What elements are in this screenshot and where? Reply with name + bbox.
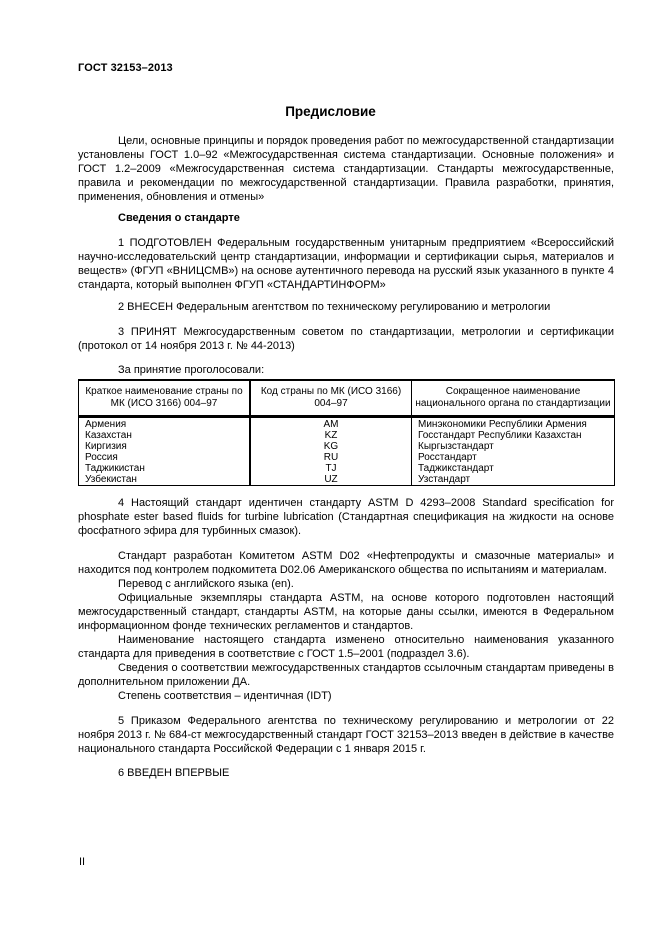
item-4-identical: 4 Настоящий стандарт идентичен стандарту ASTM D 4293–2008 Standard specification for phosphate ester based fluids for turbine lubrication (Стандартная спецификация на жидкости на основе фосфатного эфира для турбинных смазок).	[78, 497, 614, 537]
item-4-name-change: Наименование настоящего стандарта изменено относительно наименования указанного стандарта для приведения в соответствие с ГОСТ 1.5–2001 (подраздел 3.6).	[78, 634, 614, 660]
intro-paragraph: Цели, основные принципы и порядок проведения работ по межгосударственной стандартизации установлены ГОСТ 1.0–92 «Межгосударственная система стандартизации. Основные положения» и ГОСТ 1.2–2009 «Межгосударственная система стандартизации. Стандарты межгосударственные, правила и рекомендации по межгосударственной стандартизации. Правила разработки, принятия, применения, обновления и отмены»	[78, 135, 614, 203]
section-heading: Сведения о стандарте	[118, 212, 240, 224]
votes-caption: За принятие проголосовали:	[118, 364, 265, 376]
country-code: AM	[250, 417, 412, 431]
item-1-prepared: 1 ПОДГОТОВЛЕН Федеральным государственным унитарным предприятием «Всероссийский научно-исследовательский центр стандартизации, информации и сертификации сырья, материалов и веществ» (ФГУП «ВНИЦСМВ») на основе аутентичного перевода на русский язык указанного в пункте 4 стандарта, который выполнен ФГУП «СТАНДАРТИНФОРМ»	[78, 237, 614, 291]
standards-body: Таджикстандарт	[412, 463, 615, 474]
country-code: KG	[250, 441, 412, 452]
country-name: Таджикистан	[79, 463, 251, 474]
table-row	[79, 463, 615, 474]
item-4-official-copies: Официальные экземпляры стандарта ASTM, на основе которого подготовлен настоящий межгосударственный стандарт, стандарты ASTM, на которые даны ссылки, имеются в Федеральном информационном фонде технических регламентов и стандартов.	[78, 592, 614, 632]
table-row	[79, 430, 615, 441]
standards-body: Узстандарт	[412, 474, 615, 486]
item-4-committee: Стандарт разработан Комитетом ASTM D02 «Нефтепродукты и смазочные материалы» и находится под контролем подкомитета D02.06 Американского общества по испытаниям и материалам.	[78, 550, 614, 576]
country-code: KZ	[250, 430, 412, 441]
standards-body: Минэкономики Республики Армения	[412, 417, 615, 431]
table-row	[79, 474, 615, 486]
header-country-code: Код страны по МК (ИСО 3166) 004–97	[250, 380, 412, 417]
table-row	[79, 452, 615, 463]
item-5-order: 5 Приказом Федерального агентства по техническому регулированию и метрологии от 22 ноября 2013 г. № 684-ст межгосударственный стандарт ГОСТ 32153–2013 введен в действие в качестве национального стандарта Российской Федерации с 1 января 2015 г.	[78, 715, 614, 755]
table-row	[79, 417, 615, 431]
country-code: RU	[250, 452, 412, 463]
page-number: II	[79, 856, 86, 868]
document-code-header: ГОСТ 32153–2013	[78, 62, 173, 74]
item-4-correspondence: Сведения о соответствии межгосударственных стандартов ссылочным стандартам приведены в дополнительном приложении ДА.	[78, 662, 614, 688]
standards-body: Госстандарт Республики Казахстан	[412, 430, 615, 441]
votes-table	[78, 379, 615, 486]
country-name: Киргизия	[79, 441, 251, 452]
item-2-submitted: 2 ВНЕСЕН Федеральным агентством по техническому регулированию и метрологии	[118, 301, 551, 313]
standards-body: Росстандарт	[412, 452, 615, 463]
country-name: Узбекистан	[79, 474, 251, 486]
header-standards-body: Сокращенное наименование национального органа по стандартизации	[412, 380, 615, 417]
item-6-first-introduced: 6 ВВЕДЕН ВПЕРВЫЕ	[118, 767, 230, 779]
standards-body: Кыргызстандарт	[412, 441, 615, 452]
country-name: Армения	[79, 417, 251, 431]
item-4-translation: Перевод с английского языка (en).	[118, 578, 294, 590]
country-code: UZ	[250, 474, 412, 486]
country-name: Россия	[79, 452, 251, 463]
table-row	[79, 441, 615, 452]
page-title: Предисловие	[285, 104, 376, 119]
country-code: TJ	[250, 463, 412, 474]
header-country-name: Краткое наименование страны по МК (ИСО 3166) 004–97	[79, 380, 251, 417]
table-header-row	[79, 380, 615, 417]
item-3-adopted: 3 ПРИНЯТ Межгосударственным советом по стандартизации, метрологии и сертификации (протокол от 14 ноября 2013 г. № 44-2013)	[78, 326, 614, 352]
country-name: Казахстан	[79, 430, 251, 441]
item-4-degree: Степень соответствия – идентичная (IDT)	[118, 690, 332, 702]
